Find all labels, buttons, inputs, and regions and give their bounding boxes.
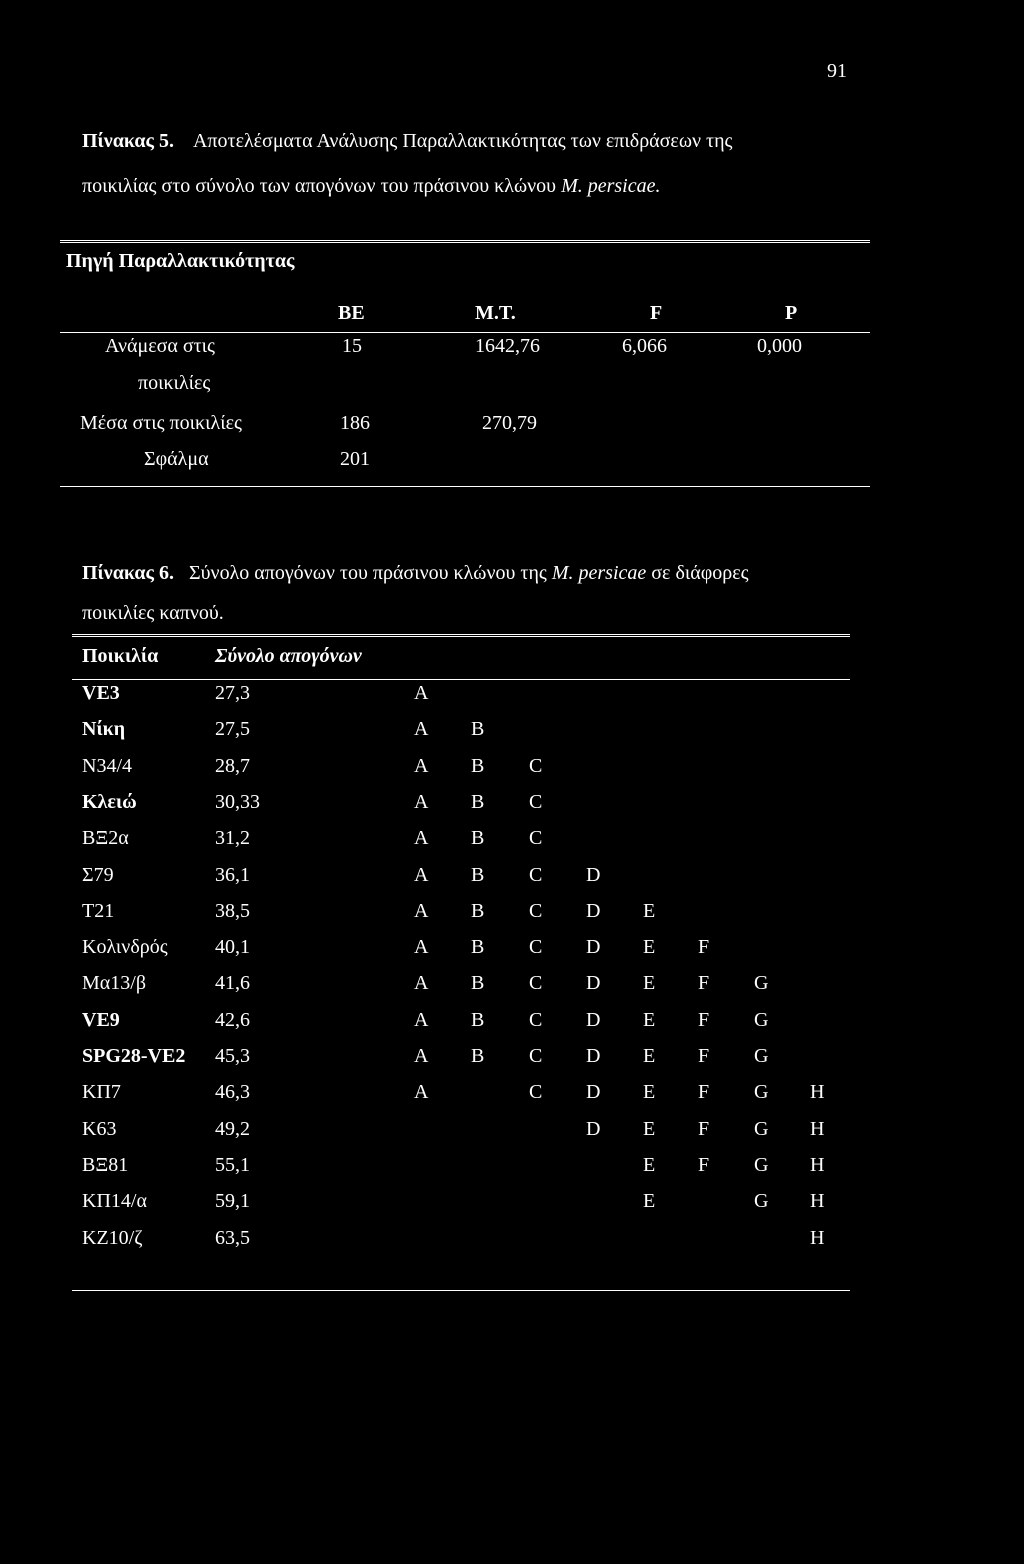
group-letter-cell: E	[643, 972, 656, 995]
variety-cell: Κολινδρός	[82, 936, 168, 959]
group-letter-cell: C	[529, 754, 543, 777]
table6-col-variety: Ποικιλία	[82, 645, 159, 667]
group-letter-cell: G	[754, 1153, 769, 1176]
variety-cell: Σ79	[82, 863, 114, 886]
group-letter-cell: F	[698, 1081, 710, 1104]
total-cell: 41,6	[215, 972, 250, 995]
table6-caption-line2: ποικιλίες καπνού.	[82, 602, 224, 624]
group-letter-cell: B	[471, 899, 485, 922]
group-letter-cell: B	[471, 972, 485, 995]
table-row	[0, 972, 1024, 1002]
total-cell: 27,5	[215, 718, 250, 741]
group-letter-cell: C	[529, 936, 543, 959]
variety-cell: Κ63	[82, 1117, 117, 1140]
table6-caption-species: M. persicae	[551, 562, 647, 584]
total-cell: 31,2	[215, 827, 250, 850]
group-letter-cell: A	[414, 790, 429, 813]
total-cell: 46,3	[215, 1081, 250, 1104]
table5-col-mt: Μ.Τ.	[475, 302, 516, 324]
total-cell: 38,5	[215, 899, 250, 922]
group-letter-cell: F	[698, 1153, 710, 1176]
group-letter-cell: C	[529, 1045, 543, 1067]
table-row	[0, 682, 1024, 712]
variety-cell: ΚΖ10/ζ	[82, 1226, 143, 1249]
total-cell: 36,1	[215, 863, 250, 886]
group-letter-cell: H	[810, 1226, 825, 1249]
table5-caption-line2	[82, 175, 660, 198]
group-letter-cell: E	[643, 1045, 656, 1067]
group-letter-cell: E	[643, 1008, 656, 1031]
group-letter-cell: C	[529, 863, 543, 886]
variety-cell: VE9	[82, 1008, 120, 1031]
group-letter-cell: E	[643, 1081, 656, 1104]
group-letter-cell: D	[586, 899, 601, 922]
group-letter-cell: D	[586, 972, 601, 995]
group-letter-cell: G	[754, 972, 769, 995]
table5-row2-source: Μέσα στις ποικιλίες	[80, 412, 242, 434]
group-letter-cell: D	[586, 1008, 601, 1031]
table6-header-rule	[72, 679, 850, 680]
group-letter-cell: G	[754, 1081, 769, 1104]
table-row	[0, 1009, 1024, 1039]
group-letter-cell: G	[754, 1117, 769, 1140]
table-row	[0, 936, 1024, 966]
table5-source-header: Πηγή Παραλλακτικότητας	[66, 250, 295, 272]
group-letter-cell: G	[754, 1045, 769, 1067]
group-letter-cell: G	[754, 1190, 769, 1213]
table-row	[0, 900, 1024, 930]
table-row	[0, 1118, 1024, 1148]
table5-caption-label: Πίνακας 5.	[82, 130, 174, 152]
table5-bottom-rule	[60, 486, 870, 487]
table6-caption-line1	[82, 562, 749, 585]
group-letter-cell: E	[643, 936, 656, 959]
group-letter-cell: B	[471, 718, 485, 741]
variety-cell: ΚΠ7	[82, 1081, 121, 1104]
table-row	[0, 1154, 1024, 1184]
group-letter-cell: A	[414, 718, 429, 741]
total-cell: 45,3	[215, 1045, 250, 1067]
group-letter-cell: B	[471, 827, 485, 850]
group-letter-cell: D	[586, 1045, 601, 1067]
group-letter-cell: B	[471, 936, 485, 959]
group-letter-cell: B	[471, 1045, 485, 1067]
table-row	[0, 864, 1024, 894]
group-letter-cell: A	[414, 936, 429, 959]
table5-row1-source: Ανάμεσα στις	[105, 335, 215, 357]
group-letter-cell: G	[754, 1008, 769, 1031]
group-letter-cell: H	[810, 1153, 825, 1176]
group-letter-cell: F	[698, 1045, 710, 1067]
group-letter-cell: F	[698, 936, 710, 959]
table-row	[0, 791, 1024, 821]
group-letter-cell: E	[643, 1190, 656, 1213]
group-letter-cell: C	[529, 1081, 543, 1104]
group-letter-cell: F	[698, 972, 710, 995]
total-cell: 59,1	[215, 1190, 250, 1213]
group-letter-cell: H	[810, 1117, 825, 1140]
page-number: 91	[827, 60, 847, 82]
table6-bottom-rule	[72, 1290, 850, 1291]
total-cell: 49,2	[215, 1117, 250, 1140]
group-letter-cell: E	[643, 899, 656, 922]
group-letter-cell: A	[414, 899, 429, 922]
table5-row1-be: 15	[342, 335, 362, 357]
variety-cell: VE3	[82, 682, 120, 704]
group-letter-cell: C	[529, 827, 543, 850]
group-letter-cell: A	[414, 754, 429, 777]
table5-top-rule	[60, 240, 870, 246]
variety-cell: ΒΞ2α	[82, 827, 129, 850]
table5-row2-mt: 270,79	[482, 412, 537, 434]
table5-row3-be: 201	[340, 448, 370, 470]
group-letter-cell: A	[414, 1008, 429, 1031]
group-letter-cell: A	[414, 827, 429, 850]
table-row	[0, 755, 1024, 785]
group-letter-cell: D	[586, 1081, 601, 1104]
table5-row3-source: Σφάλμα	[144, 448, 209, 470]
group-letter-cell: B	[471, 790, 485, 813]
table-row	[0, 1227, 1024, 1257]
group-letter-cell: E	[643, 1153, 656, 1176]
group-letter-cell: B	[471, 754, 485, 777]
group-letter-cell: A	[414, 972, 429, 995]
total-cell: 42,6	[215, 1008, 250, 1031]
table-row	[0, 1045, 1024, 1075]
table-row	[0, 827, 1024, 857]
table5-row1-f: 6,066	[622, 335, 667, 357]
variety-cell: Κλειώ	[82, 790, 137, 813]
total-cell: 30,33	[215, 790, 260, 813]
table-row	[0, 718, 1024, 748]
group-letter-cell: A	[414, 682, 429, 704]
variety-cell: SPG28-VE2	[82, 1045, 186, 1067]
variety-cell: Νίκη	[82, 718, 126, 741]
group-letter-cell: C	[529, 1008, 543, 1031]
variety-cell: Ν34/4	[82, 754, 132, 777]
table-row	[0, 1190, 1024, 1220]
total-cell: 40,1	[215, 936, 250, 959]
table5-col-f: F	[650, 302, 663, 324]
table5-row1-source-cont: ποικιλίες	[138, 372, 211, 394]
table-row	[0, 1081, 1024, 1111]
table5-row1-p: 0,000	[757, 335, 802, 357]
total-cell: 63,5	[215, 1226, 250, 1249]
total-cell: 28,7	[215, 754, 250, 777]
total-cell: 27,3	[215, 682, 250, 704]
group-letter-cell: C	[529, 972, 543, 995]
table5-row1-mt: 1642,76	[475, 335, 540, 357]
table5-caption-species: M. persicae.	[561, 175, 661, 197]
group-letter-cell: A	[414, 1045, 429, 1067]
variety-cell: Τ21	[82, 899, 115, 922]
group-letter-cell: H	[810, 1190, 825, 1213]
group-letter-cell: H	[810, 1081, 825, 1104]
table5-caption-text: Αποτελέσματα Ανάλυσης Παραλλακτικότητας των επιδράσεων της	[192, 130, 733, 152]
group-letter-cell: B	[471, 863, 485, 886]
group-letter-cell: D	[586, 863, 601, 886]
table5-row2-be: 186	[340, 412, 370, 434]
table6-caption-suffix: σε διάφορες	[646, 562, 749, 584]
variety-cell: ΒΞ81	[82, 1153, 129, 1176]
table5-col-p: P	[785, 302, 798, 324]
total-cell: 55,1	[215, 1153, 250, 1176]
group-letter-cell: D	[586, 936, 601, 959]
table5-header-rule	[60, 332, 870, 333]
table5-col-be: ΒΕ	[338, 302, 365, 324]
group-letter-cell: F	[698, 1008, 710, 1031]
table6-col-total: Σύνολο απογόνων	[215, 645, 362, 667]
table5-caption-text2: ποικιλίας στο σύνολο των απογόνων του πράσινου κλώνου	[82, 175, 562, 197]
group-letter-cell: A	[414, 863, 429, 886]
table5-caption-line1	[82, 130, 732, 153]
group-letter-cell: A	[414, 1081, 429, 1104]
table6-caption-label: Πίνακας 6.	[82, 562, 174, 584]
variety-cell: Μα13/β	[82, 972, 146, 995]
group-letter-cell: F	[698, 1117, 710, 1140]
group-letter-cell: D	[586, 1117, 601, 1140]
variety-cell: ΚΠ14/α	[82, 1190, 147, 1213]
table6-caption-text: Σύνολο απογόνων του πράσινου κλώνου της	[188, 562, 552, 584]
group-letter-cell: B	[471, 1008, 485, 1031]
group-letter-cell: C	[529, 899, 543, 922]
table6-top-rule	[72, 634, 850, 640]
group-letter-cell: E	[643, 1117, 656, 1140]
group-letter-cell: C	[529, 790, 543, 813]
